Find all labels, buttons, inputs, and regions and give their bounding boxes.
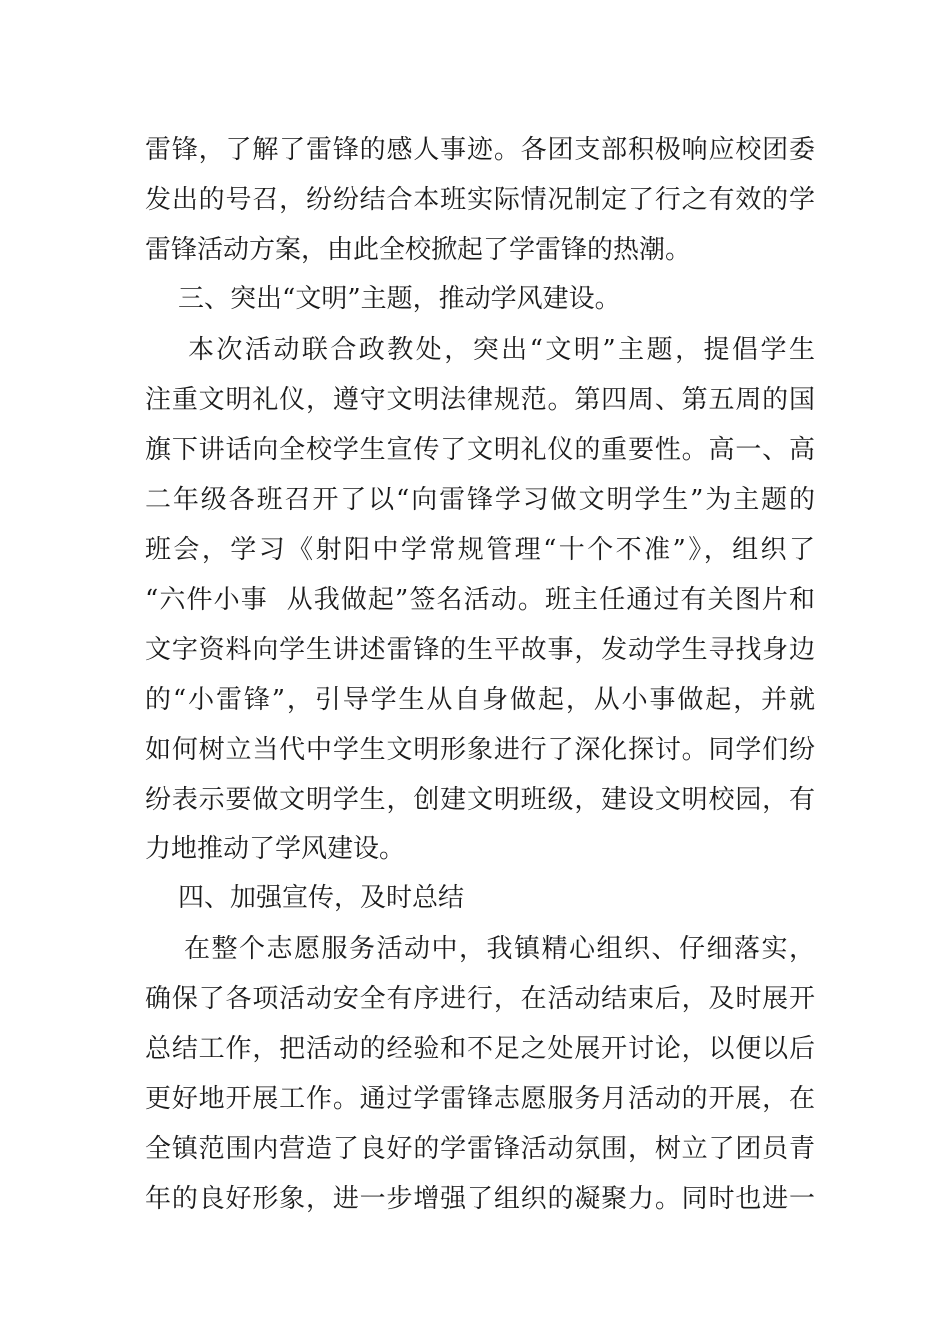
text-line: 雷锋活动方案，由此全校掀起了学雷锋的热潮。 <box>145 235 692 265</box>
text-line: 总结工作，把活动的经验和不足之处展开讨论，以便以后 <box>145 1034 815 1064</box>
section-heading: 三、突出“文明”主题，推动学风建设。 <box>145 284 621 314</box>
text-line: 雷锋，了解了雷锋的感人事迹。各团支部积极响应校团委 <box>145 135 815 165</box>
text-line: 文字资料向学生讲述雷锋的生平故事，发动学生寻找身边 <box>145 635 815 665</box>
text-line: 确保了各项活动安全有序进行，在活动结束后，及时展开 <box>145 984 815 1014</box>
text-line: 年的良好形象，进一步增强了组织的凝聚力。同时也进一 <box>145 1184 815 1214</box>
text-line: 旗下讲话向全校学生宣传了文明礼仪的重要性。高一、高 <box>145 435 815 465</box>
text-line: 在整个志愿服务活动中，我镇精心组织、仔细落实， <box>145 934 815 964</box>
text-line: 纷表示要做文明学生，创建文明班级，建设文明校园，有 <box>145 785 815 815</box>
text-line: 的“小雷锋”，引导学生从自身做起，从小事做起，并就 <box>145 685 815 715</box>
text-line: 本次活动联合政教处，突出“文明”主题，提倡学生 <box>145 335 815 365</box>
text-line: 力地推动了学风建设。 <box>145 834 406 864</box>
text-line: “六件小事 从我做起”签名活动。班主任通过有关图片和 <box>145 585 815 615</box>
text-line: 全镇范围内营造了良好的学雷锋活动氛围，树立了团员青 <box>145 1134 815 1164</box>
section-heading: 四、加强宣传，及时总结 <box>145 883 465 913</box>
text-line: 班会，学习《射阳中学常规管理“十个不准”》，组织了 <box>145 535 815 565</box>
text-line: 注重文明礼仪，遵守文明法律规范。第四周、第五周的国 <box>145 385 815 415</box>
text-line: 二年级各班召开了以“向雷锋学习做文明学生”为主题的 <box>145 485 815 515</box>
text-line: 更好地开展工作。通过学雷锋志愿服务月活动的开展，在 <box>145 1084 815 1114</box>
text-line: 发出的号召，纷纷结合本班实际情况制定了行之有效的学 <box>145 185 815 215</box>
text-line: 如何树立当代中学生文明形象进行了深化探讨。同学们纷 <box>145 735 815 765</box>
